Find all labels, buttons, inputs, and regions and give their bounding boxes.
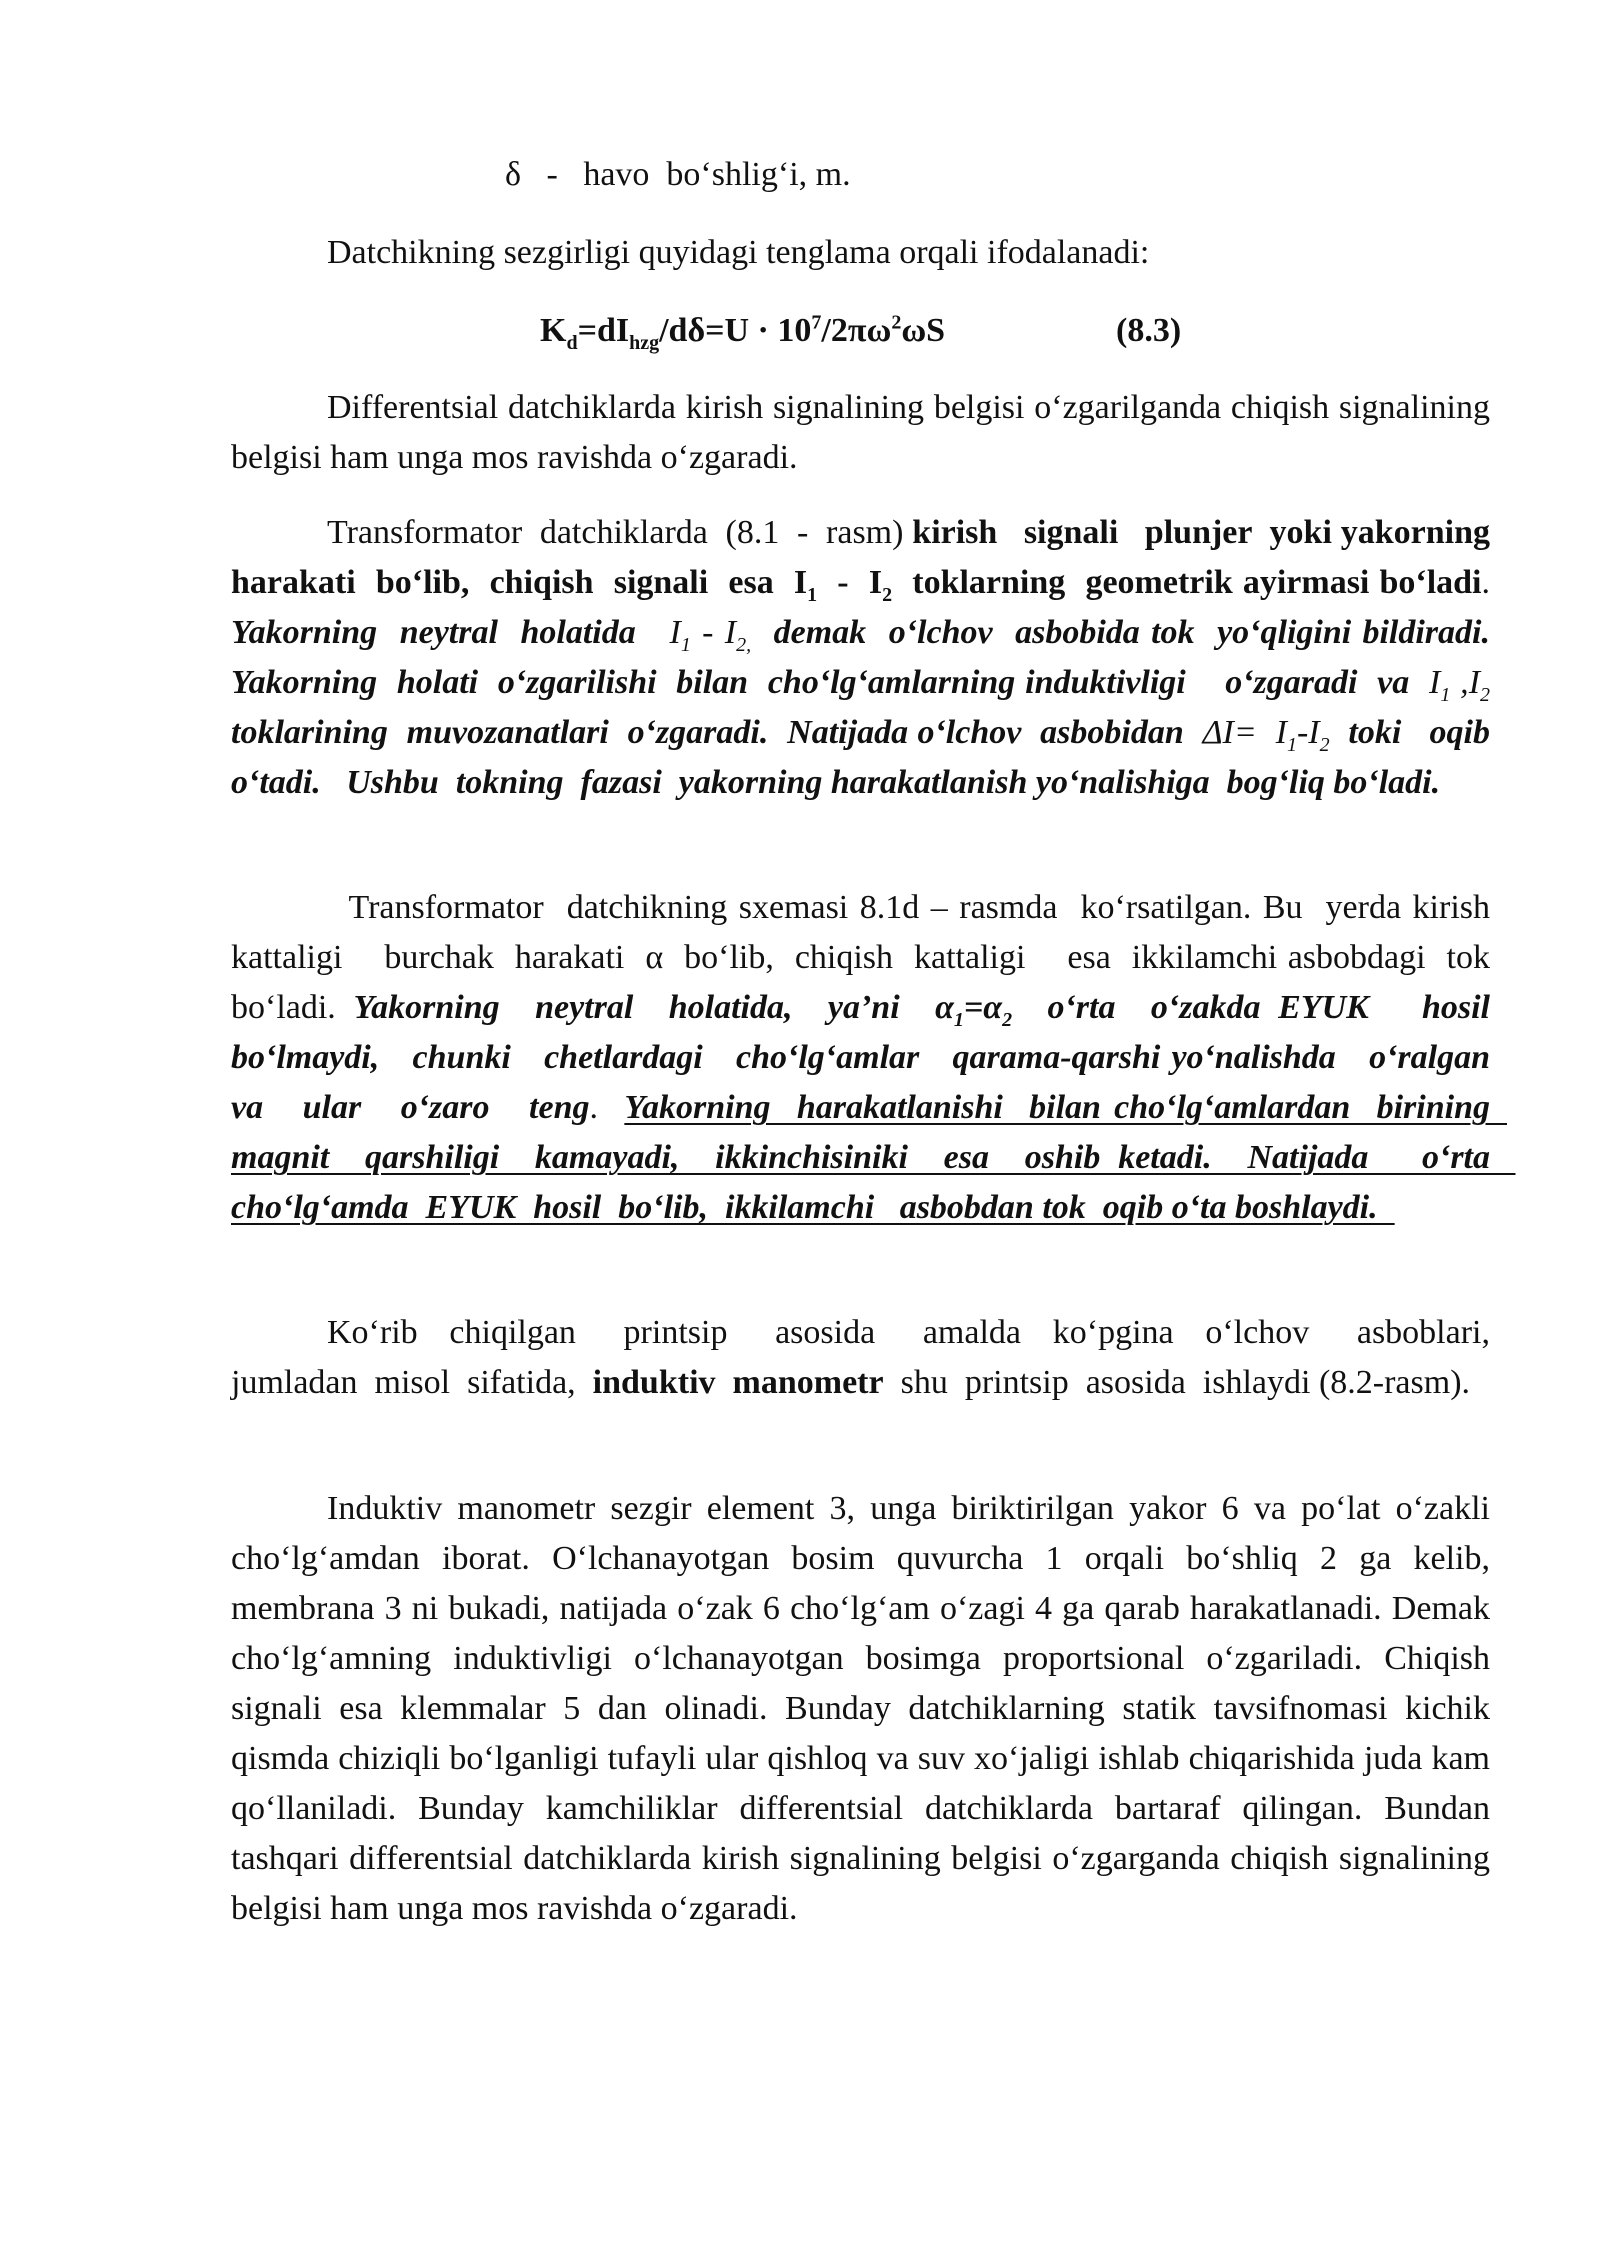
p2-text-2: . xyxy=(1481,564,1499,601)
p2-bold-text-2: - I xyxy=(817,564,883,601)
p2-italic-4: toki oqib o‘tadi. Ushbu tokning fazasi yakorning harakatlanish yo‘nalishiga bog‘liq bo‘ladi. xyxy=(231,714,1507,801)
p3-alpha-2: α xyxy=(983,989,1003,1026)
paragraph-differentsial: Differentsial datchiklarda kirish signalining belgisi o‘zgarilganda chiqish signalining belgisi ham unga mos ravishda o‘zgaradi. xyxy=(231,389,1490,476)
p3-text-2: . xyxy=(589,1089,625,1126)
p2-italic-i2: I xyxy=(724,614,737,651)
paragraph-sxema xyxy=(231,883,1525,1233)
p2-italic-sub-2: 2, xyxy=(736,633,752,656)
formula-part-3: /2πω xyxy=(821,312,892,349)
p2-italic-sub-1: 1 xyxy=(680,633,691,656)
p4-text-2: shu printsip asosida ishlaydi (8.2-rasm). xyxy=(883,1364,1471,1401)
formula-part-1: =dI xyxy=(577,312,630,349)
p2-italic-2: demak o‘lchov asbobida tok yo‘qligini bildiradi. Yakorning holati o‘zgarilishi bilan cho‘lg‘amlarning induktivligi o‘zgaradi va xyxy=(231,614,1498,701)
p3-alpha-1: α xyxy=(935,989,954,1026)
p2-italic-dash: - xyxy=(690,614,725,651)
formula-exponent-7: 7 xyxy=(811,311,822,334)
paragraph-korib xyxy=(231,1308,1499,1408)
formula-k: K xyxy=(540,312,567,349)
formula-i-subscript: hzg xyxy=(629,331,660,354)
p2-sub-2: 2 xyxy=(882,583,893,606)
p2-italic-sub-3: 1 xyxy=(1440,683,1451,706)
p4-text-1: Ko‘rib chiqilgan printsip asosida amalda ko‘pgina o‘lchov asboblari, jumladan misol sifatida, xyxy=(231,1314,1499,1401)
intro-line: Datchikning sezgirligi quyidagi tenglama orqali ifodalanadi: xyxy=(327,234,1150,271)
p2-italic-i1: I xyxy=(669,614,681,651)
p3-text-1: Transformator datchikning sxemasi 8.1d – rasmda ko‘rsatilgan. Bu yerda kirish kattaligi burchak harakati α bo‘lib, chiqish kattaligi esa ikkilamchi asbobdagi tok bo‘ladi. xyxy=(231,889,1525,1026)
p2-bold-text-3: toklarning geometrik ayirmasi bo‘ladi xyxy=(892,564,1482,601)
formula-k-subscript: d xyxy=(566,331,578,354)
delta-definition-line: δ - havo bo‘shlig‘i, m. xyxy=(505,156,851,193)
p2-italic-i4: I xyxy=(1468,664,1481,701)
p3-alpha-sub-2: 2 xyxy=(1002,1008,1013,1031)
p2-italic-delta-i: ΔI xyxy=(1202,714,1234,751)
sensitivity-formula xyxy=(540,306,945,356)
p3-underlined: Yakorning harakatlanishi bilan cho‘lg‘amlardan birining magnit qarshiligi kamayadi, ikkinchisiniki esa oshib ketadi. Natijada o‘rta cho‘lg‘amda EYUK hosil bo‘lib, ikkilamchi asbobdan tok oqib o‘ta boshlaydi. xyxy=(231,1089,1516,1226)
p2-italic-sub-5: 1 xyxy=(1286,733,1297,756)
p2-bold-text-1: kirish signali plunjer yoki yakorning harakati bo‘lib, chiqish signali esa I xyxy=(231,514,1508,601)
p2-italic-i5: I xyxy=(1275,714,1287,751)
p2-italic-comma: , xyxy=(1450,664,1469,701)
p2-italic-sub-6: 2 xyxy=(1319,733,1330,756)
p2-italic-i3: I xyxy=(1428,664,1441,701)
p2-italic-i6: I xyxy=(1308,714,1320,751)
p2-italic-3: toklarining muvozanatlari o‘zgaradi. Natijada o‘lchov asbobidan xyxy=(231,664,1508,751)
formula-number: (8.3) xyxy=(1116,312,1182,349)
p4-bold: induktiv manometr xyxy=(592,1364,884,1401)
paragraph-induktiv-manometr: Induktiv manometr sezgir element 3, unga biriktirilgan yakor 6 va po‘lat o‘zakli cho‘lg‘amdan iborat. O‘lchanayotgan bosim quvurcha 1 orqali bo‘shliq 2 ga kelib, membrana 3 ni bukadi, natijada o‘zak 6 cho‘lg‘am o‘zagi 4 ga qarab harakatlanadi. Demak cho‘lg‘amning induktivligi o‘lchanayotgan bosimga proportsional o‘zgariladi. Chiqish signali esa klemmalar 5 dan olinadi. Bunday datchiklarning statik tavsifnomasi kichik qismda chiziqli bo‘lganligi tufayli ular qishloq va suv xo‘jaligi ishlab chiqarishida juda kam qo‘llaniladi. Bunday kamchiliklar differentsial datchiklarda bartaraf qilingan. Bundan tashqari differentsial datchiklarda kirish signalining belgisi o‘zgarganda chiqish signalining belgisi ham unga mos ravishda o‘zgaradi. xyxy=(231,1490,1490,1927)
p2-italic-equals: = xyxy=(1233,714,1276,751)
p2-text-1: Transformator datchiklarda (8.1 - rasm) xyxy=(327,514,913,551)
p3-alpha-sub-1: 1 xyxy=(953,1008,964,1031)
p3-italic-2: o‘rta o‘zakda EYUK hosil bo‘lmaydi, chunki chetlardagi cho‘lg‘amlar qarama-qarshi yo‘nalishda o‘ralgan va ular o‘zaro teng xyxy=(231,989,1516,1126)
formula-part-2: /dδ=U · 10 xyxy=(659,312,812,349)
formula-exponent-2: 2 xyxy=(891,311,902,334)
p2-italic-minus: - xyxy=(1296,714,1309,751)
paragraph-transformator xyxy=(231,508,1508,808)
p2-italic-sub-4: 2 xyxy=(1480,683,1491,706)
p3-equals: = xyxy=(963,989,984,1026)
p3-italic-1: Yakorning neytral holatida, ya’ni xyxy=(353,989,936,1026)
formula-part-4: ωS xyxy=(901,312,946,349)
p2-italic-1: Yakorning neytral holatida xyxy=(231,614,670,651)
p2-sub-1: 1 xyxy=(807,583,818,606)
